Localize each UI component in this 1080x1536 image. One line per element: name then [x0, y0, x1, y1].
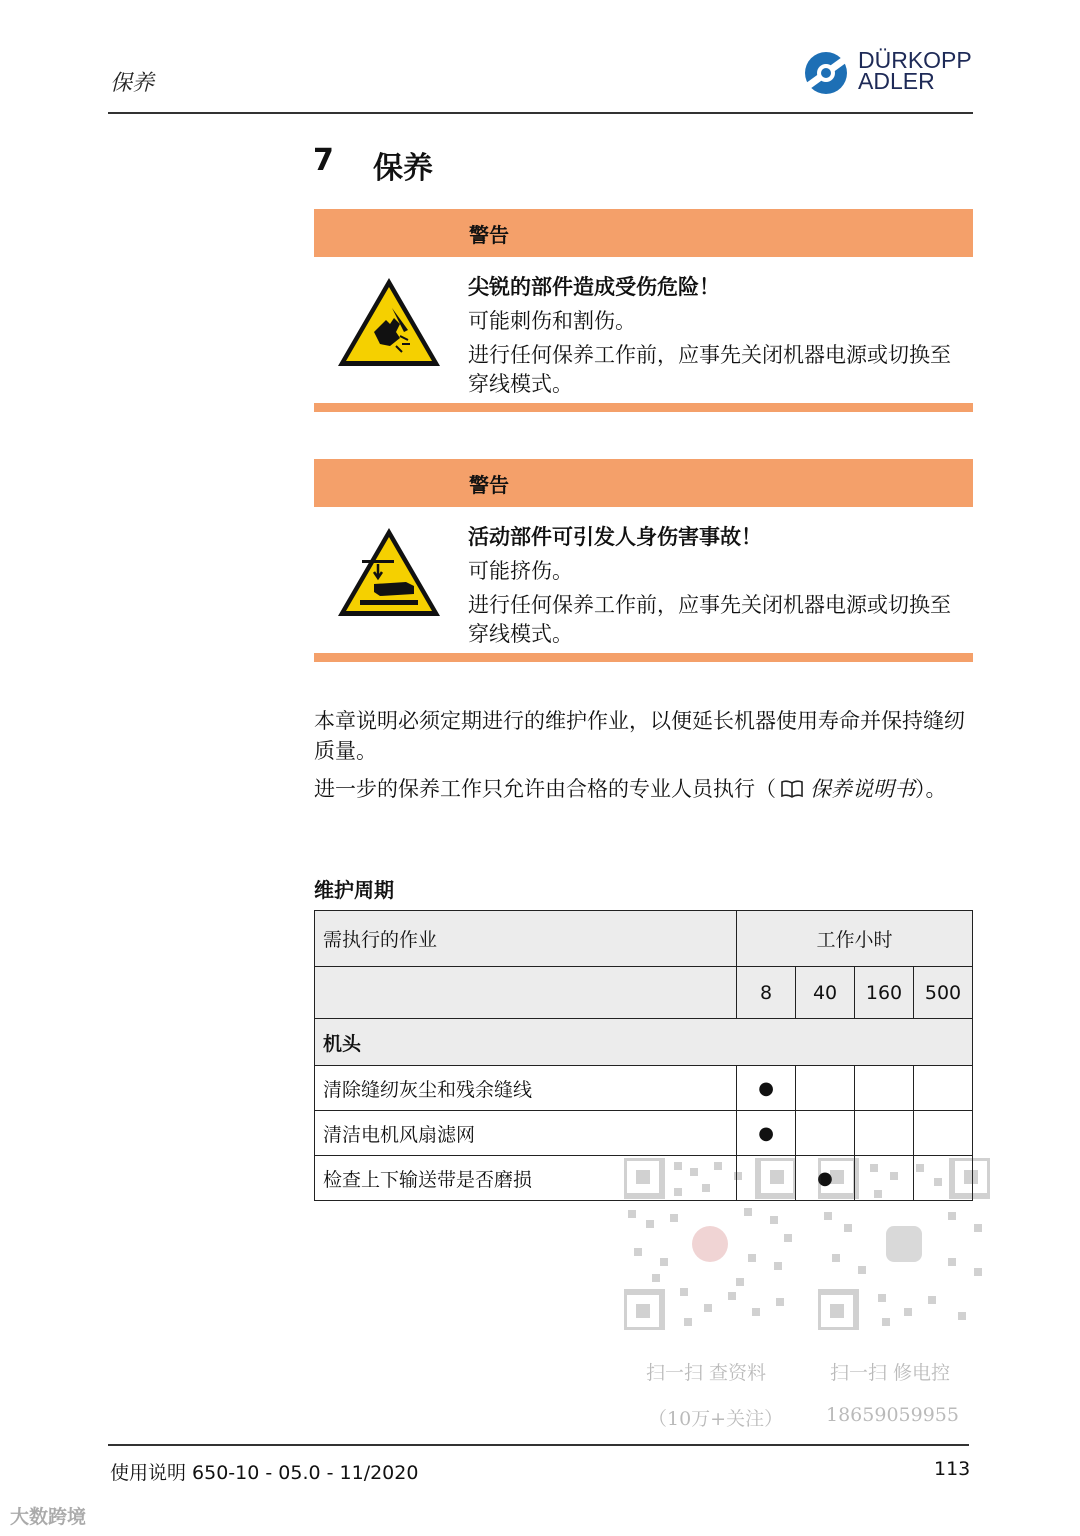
empty-cell [315, 967, 737, 1019]
page-number: 113 [934, 1458, 971, 1480]
warning-1-bottom-bar [314, 403, 973, 412]
task-cell: 清除缝纫灰尘和残余缝线 [315, 1066, 737, 1111]
col-task-header: 需执行的作业 [315, 911, 737, 967]
mark-cell [855, 1066, 914, 1111]
warning-2-line-2: 进行任何保养工作前，应事先关闭机器电源或切换至穿线模式。 [468, 593, 951, 646]
mark-cell: ● [737, 1111, 796, 1156]
hours-160: 160 [855, 967, 914, 1019]
footer-rule [108, 1444, 969, 1446]
chapter-title: 保养 [373, 151, 433, 186]
header-section-title: 保养 [110, 71, 155, 96]
table-row [315, 1111, 973, 1156]
mark-cell [796, 1066, 855, 1111]
col-hours-header: 工作小时 [737, 911, 973, 967]
intro-paragraph: 本章说明必须定期进行的维护作业，以便延长机器使用寿命并保持缝纫质量。 [314, 709, 965, 763]
hours-row [315, 967, 973, 1019]
warning-1-line-1: 可能刺伤和割伤。 [468, 309, 636, 333]
para2-end: ）。 [915, 777, 947, 801]
watermark-right-line-2: 18659059955 [826, 1404, 959, 1426]
header-rule [108, 112, 973, 114]
warning-2-title: 活动部件可引发人身伤害事故！ [468, 525, 762, 549]
section-row [315, 1019, 973, 1066]
warning-2-line-1: 可能挤伤。 [468, 559, 573, 583]
brand-line-2: ADLER [858, 68, 935, 94]
footer-doc-id: 使用说明 650-10 - 05.0 - 11/2020 [110, 1462, 419, 1484]
mark-cell [914, 1111, 973, 1156]
mark-cell [855, 1111, 914, 1156]
qr-code-left [624, 1158, 796, 1330]
mark-cell: ● [737, 1066, 796, 1111]
hand-cut-hazard-icon [334, 274, 444, 370]
warning-1-heading: 警告 [469, 223, 509, 247]
warning-1-line-2: 进行任何保养工作前，应事先关闭机器电源或切换至穿线模式。 [468, 343, 951, 396]
hours-500: 500 [914, 967, 973, 1019]
book-icon [780, 779, 804, 799]
task-cell: 检查上下输送带是否磨损 [315, 1156, 737, 1201]
mark-cell [914, 1066, 973, 1111]
task-cell: 清洁电机风扇滤网 [315, 1111, 737, 1156]
table-row [315, 1066, 973, 1111]
hand-crush-hazard-icon [334, 524, 444, 620]
warning-1-title: 尖锐的部件造成受伤危险！ [468, 275, 720, 299]
para2-text: 进一步的保养工作只允许由合格的专业人员执行（ [314, 777, 776, 801]
warning-2-bottom-bar [314, 653, 973, 662]
watermark-left-line-2: （10万+关注） [648, 1408, 784, 1430]
corner-watermark: 大数跨境 [10, 1506, 87, 1528]
chapter-number: 7 [313, 143, 334, 178]
warning-1-header [314, 209, 973, 257]
brand-name [858, 47, 972, 94]
warning-2-header [314, 459, 973, 507]
brand-line-1: DÜRKOPP [858, 47, 972, 73]
section-machine-head: 机头 [315, 1019, 973, 1066]
qr-code-right [818, 1158, 990, 1330]
maintenance-interval-title: 维护周期 [314, 878, 394, 902]
hours-40: 40 [796, 967, 855, 1019]
qualified-staff-paragraph [314, 774, 974, 804]
watermark-right-line-1: 扫一扫 修电控 [830, 1362, 951, 1384]
hours-8: 8 [737, 967, 796, 1019]
table-header-row [315, 911, 973, 967]
mark-cell: ● [796, 1156, 855, 1201]
warning-2-heading: 警告 [469, 473, 509, 497]
mark-cell [796, 1111, 855, 1156]
service-manual-reference[interactable]: 保养说明书 [810, 777, 915, 801]
watermark-left-line-1: 扫一扫 查资料 [646, 1362, 767, 1384]
